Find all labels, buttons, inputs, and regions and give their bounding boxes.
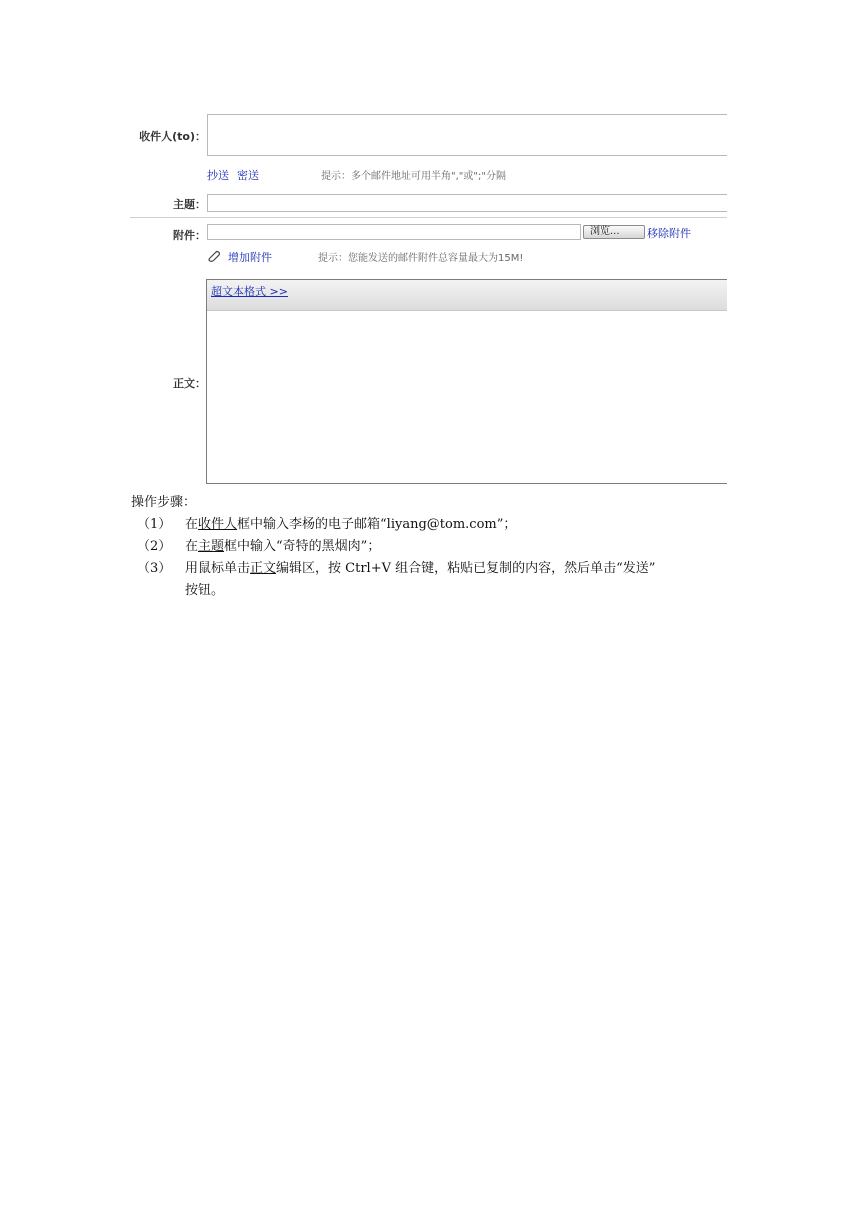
body-editor[interactable] <box>206 279 727 484</box>
step-text: 在收件人框中输入李杨的电子邮箱“liyang@tom.com”； <box>185 517 517 532</box>
subject-field[interactable] <box>207 194 727 212</box>
step-text: 用鼠标单击正文编辑区，按 Ctrl+V 组合键，粘贴已复制的内容，然后单击“发送” <box>185 561 656 576</box>
step-3 <box>131 558 751 602</box>
body-label: 正文： <box>173 377 206 390</box>
instructions <box>131 492 751 602</box>
browse-button[interactable]: 浏览... <box>583 225 645 239</box>
subject-label: 主题： <box>173 198 206 211</box>
step-number: （3） <box>137 561 172 576</box>
step-2 <box>131 536 751 558</box>
step-number: （2） <box>137 539 172 554</box>
attachment-label: 附件： <box>173 229 206 242</box>
rich-text-toggle-link[interactable]: 超文本格式 >> <box>211 285 288 298</box>
attachment-hint: 提示：您能发送的邮件附件总容量最大为15M! <box>318 253 524 264</box>
to-label: 收件人(to)： <box>139 130 206 143</box>
editor-toolbar <box>207 280 727 311</box>
cc-link[interactable]: 抄送 <box>207 169 229 182</box>
bcc-link[interactable]: 密送 <box>237 169 259 182</box>
keyword: 主题 <box>198 539 225 554</box>
email-compose-form <box>130 112 727 486</box>
step-text: 在主题框中输入“奇特的黑烟肉”； <box>185 539 381 554</box>
attachment-file-input[interactable] <box>207 224 581 240</box>
step-number: （1） <box>137 517 172 532</box>
divider <box>130 217 727 218</box>
paperclip-icon <box>206 248 222 267</box>
to-hint: 提示：多个邮件地址可用半角","或";"分隔 <box>321 171 506 182</box>
keyword: 收件人 <box>198 517 238 532</box>
step-text-continued: 按钮。 <box>185 583 225 598</box>
keyword: 正文 <box>250 561 277 576</box>
to-field[interactable] <box>207 114 727 156</box>
steps-title: 操作步骤： <box>131 495 197 510</box>
step-1 <box>131 514 751 536</box>
add-attachment-link[interactable]: 增加附件 <box>228 251 272 264</box>
remove-attachment-link[interactable]: 移除附件 <box>647 227 691 240</box>
